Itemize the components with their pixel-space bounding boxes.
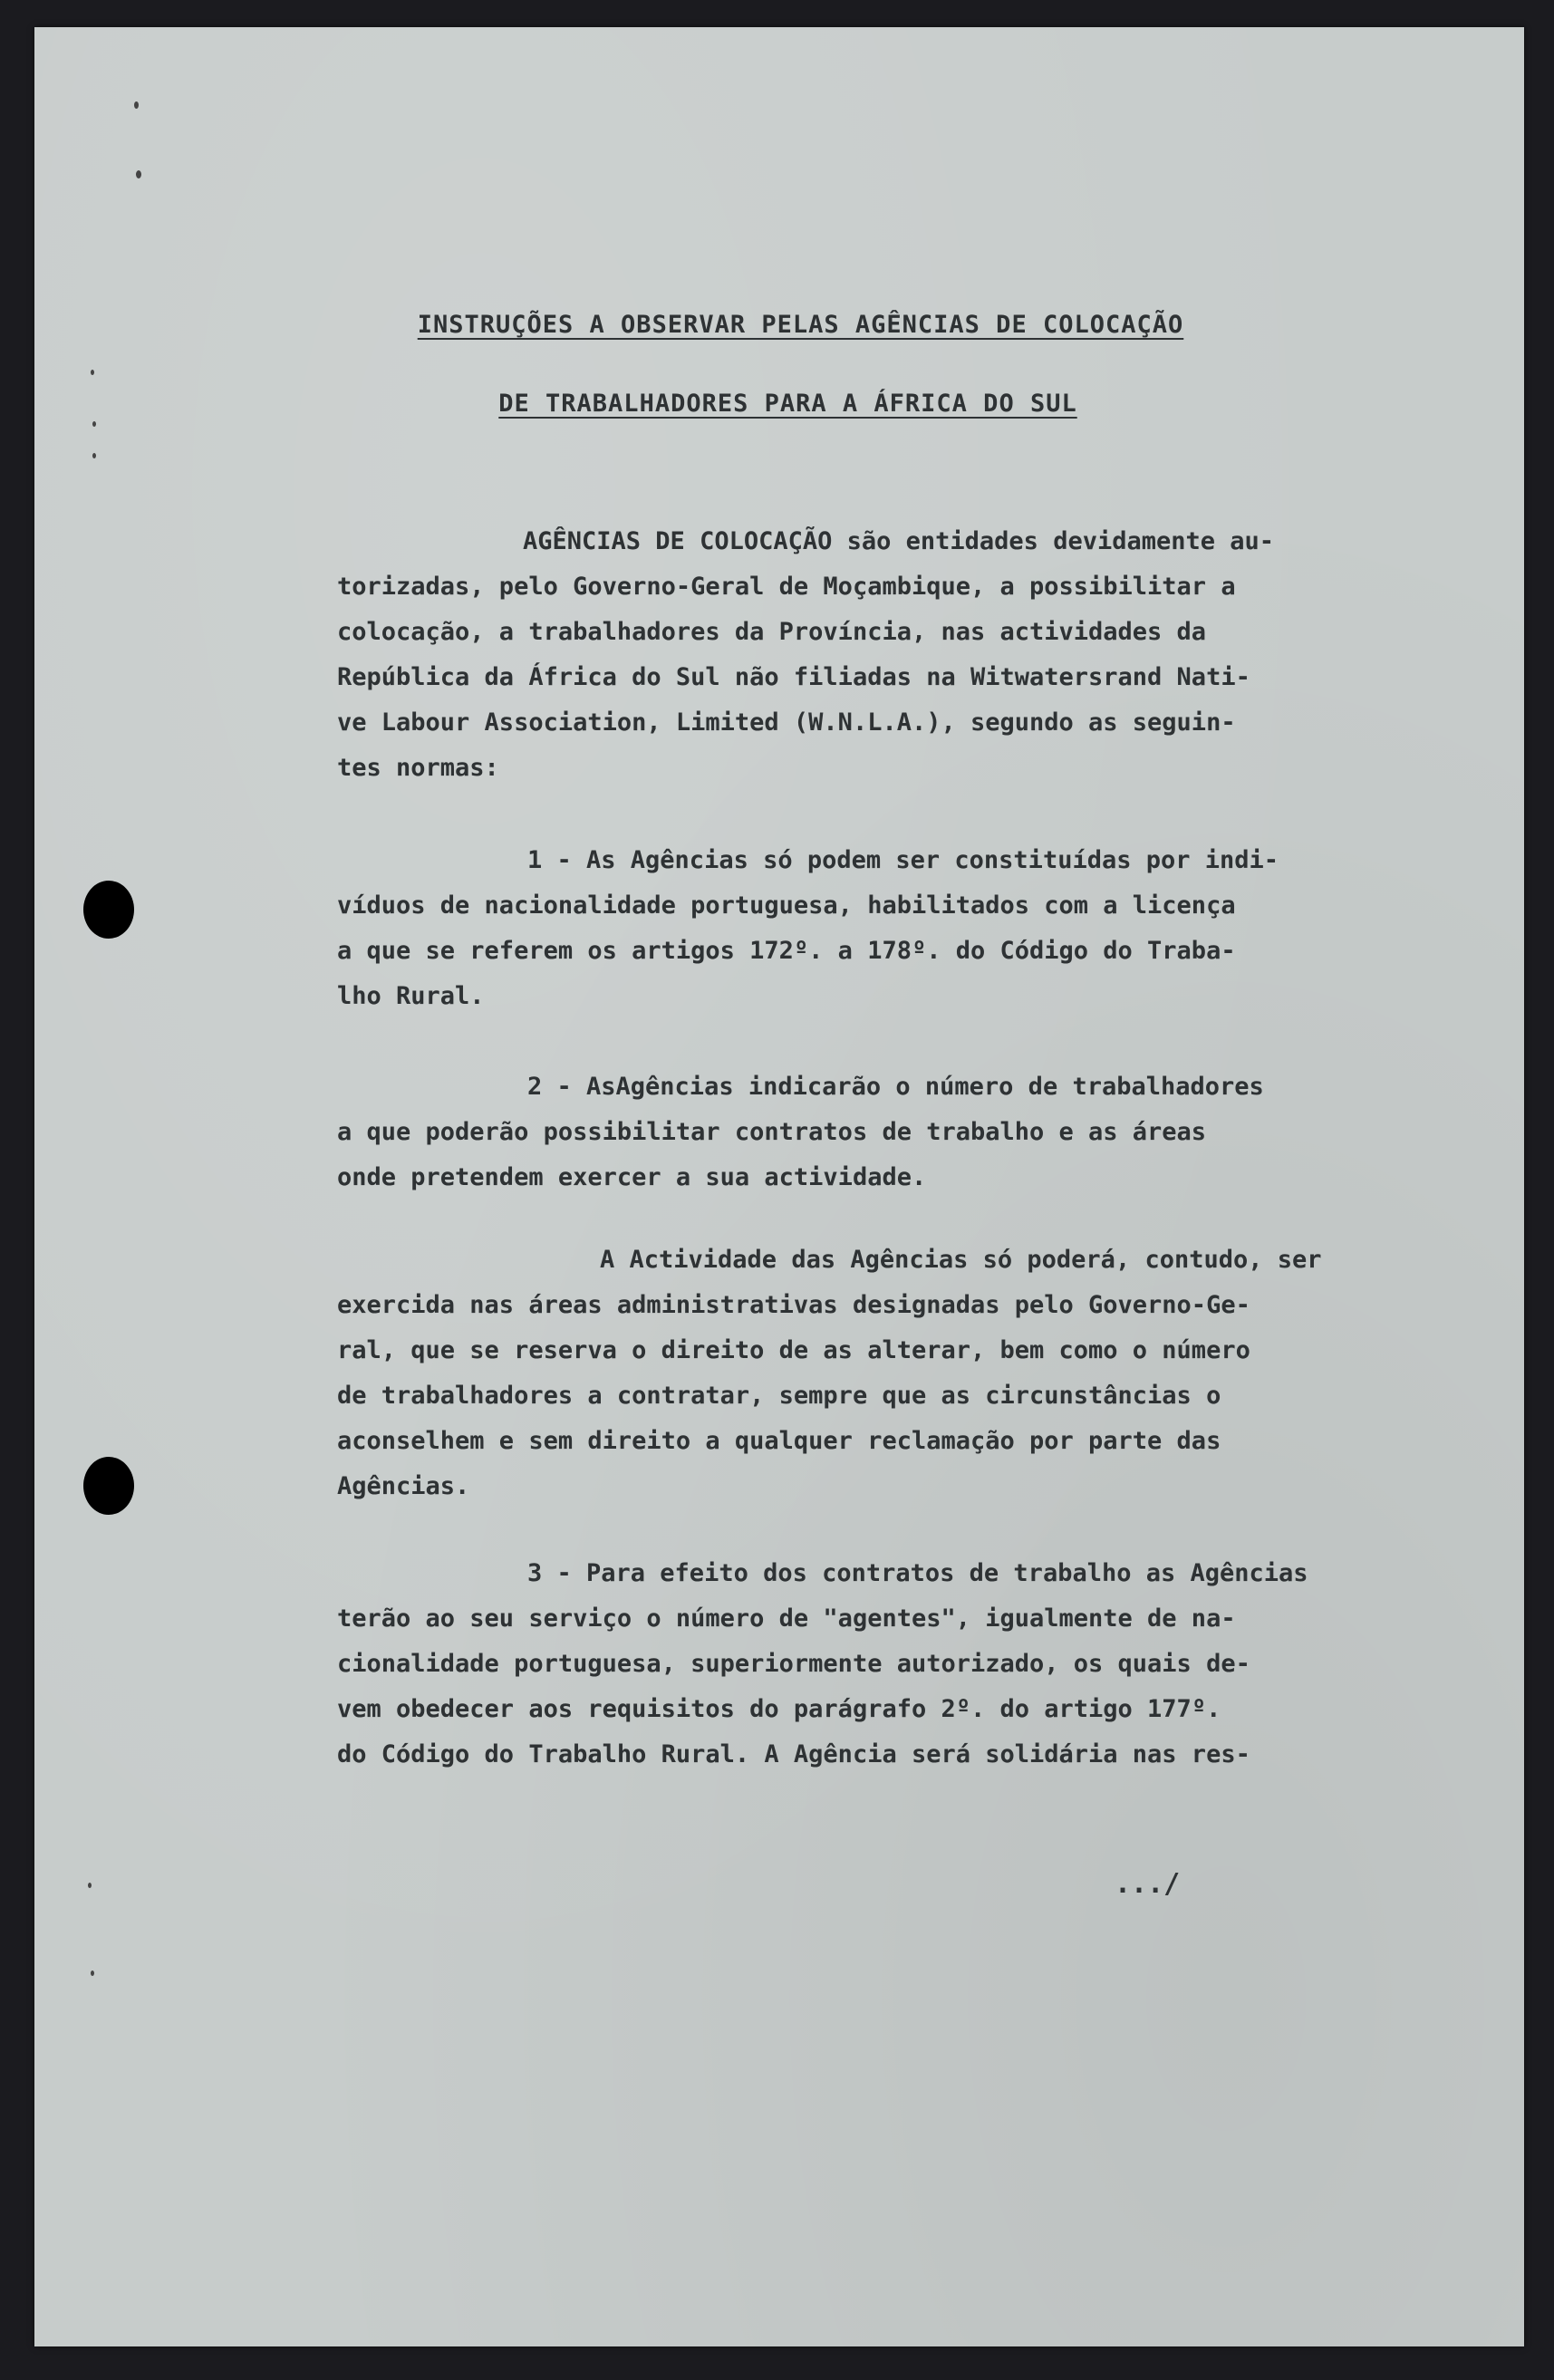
paragraph-line: onde pretendem exercer a sua actividade.	[337, 1163, 927, 1191]
paragraph-line: a que poderão possibilitar contratos de trabalho e as áreas	[337, 1118, 1207, 1146]
paragraph-line: 3 - Para efeito dos contratos de trabalho as Agências	[527, 1559, 1308, 1587]
paragraph-line: aconselhem e sem direito a qualquer reclamação por parte das	[337, 1427, 1221, 1455]
paragraph-line: vem obedecer aos requisitos do parágrafo 2º. do artigo 177º.	[337, 1695, 1221, 1723]
paragraph-line: República da África do Sul não filiadas na Witwatersrand Nati-	[337, 663, 1250, 691]
document-title-line-1: INSTRUÇÕES A OBSERVAR PELAS AGÊNCIAS DE COLOCAÇÃO	[417, 311, 1184, 339]
rule-2-continuation-paragraph	[337, 1238, 1479, 1509]
paragraph-line: terão ao seu serviço o número de "agentes", igualmente de na-	[337, 1604, 1236, 1633]
paragraph-line: AGÊNCIAS DE COLOCAÇÃO são entidades devidamente au-	[523, 527, 1275, 555]
paragraph-line: torizadas, pelo Governo-Geral de Moçambique, a possibilitar a	[337, 573, 1236, 601]
paragraph-line: 2 - AsAgências indicarão o número de trabalhadores	[527, 1073, 1264, 1101]
document-title-line-2: DE TRABALHADORES PARA A ÁFRICA DO SUL	[498, 390, 1077, 418]
paragraph-line: A Actividade das Agências só poderá, contudo, ser	[600, 1246, 1322, 1274]
paragraph-line: do Código do Trabalho Rural. A Agência será solidária nas res-	[337, 1740, 1250, 1768]
paragraph-line: exercida nas áreas administrativas designadas pelo Governo-Ge-	[337, 1291, 1250, 1319]
rule-3-paragraph	[337, 1551, 1479, 1778]
paragraph-line: lho Rural.	[337, 982, 485, 1010]
paragraph-line: ral, que se reserva o direito de as alterar, bem como o número	[337, 1336, 1250, 1364]
paragraph-line: colocação, a trabalhadores da Província, nas actividades da	[337, 618, 1207, 646]
paragraph-line: a que se referem os artigos 172º. a 178º. do Código do Traba-	[337, 937, 1236, 965]
paragraph-line: 1 - As Agências só podem ser constituídas por indi-	[527, 846, 1279, 874]
intro-paragraph	[337, 519, 1479, 791]
paragraph-line: cionalidade portuguesa, superiormente autorizado, os quais de-	[337, 1650, 1250, 1678]
paragraph-line: ve Labour Association, Limited (W.N.L.A.), segundo as seguin-	[337, 708, 1236, 737]
rule-2-paragraph	[337, 1065, 1479, 1200]
paragraph-line: Agências.	[337, 1472, 470, 1500]
paragraph-line: víduos de nacionalidade portuguesa, habilitados com a licença	[337, 891, 1236, 920]
rule-1-paragraph	[337, 838, 1479, 1019]
paragraph-line: de trabalhadores a contratar, sempre que as circunstâncias o	[337, 1382, 1221, 1410]
continuation-mark: .../	[1115, 1868, 1181, 1900]
paragraph-line: tes normas:	[337, 754, 499, 782]
